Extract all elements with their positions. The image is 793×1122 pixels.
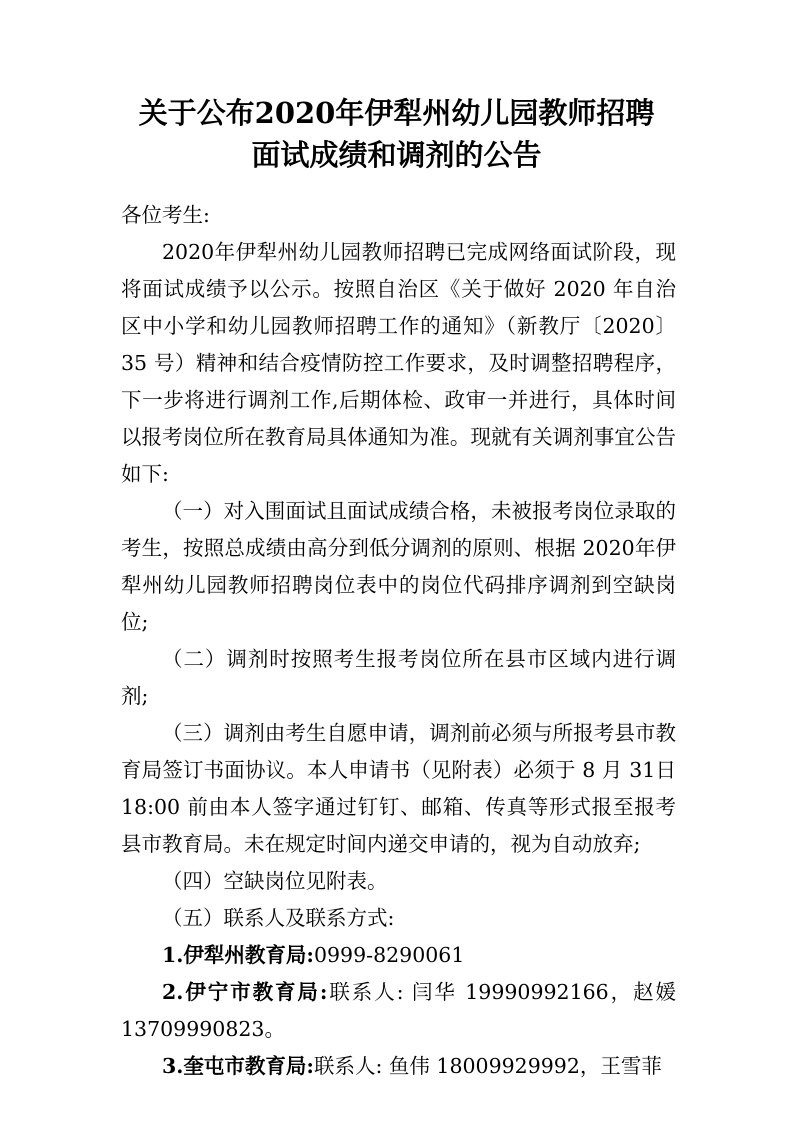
title-line-2: 面试成绩和调剂的公告 (251, 138, 542, 172)
intro-paragraph: 2020年伊犁州幼儿园教师招聘已完成网络面试阶段，现将面试成绩予以公示。按照自治区《关于做好 2020 年自治区中小学和幼儿园教师招聘工作的通知》（新教厅〔2020〕35 号）精神和结合疫情防控工作要求，及时调整招聘程序，下一步将进行调剂工作,后期体检、政审一并进行，具体时间以报考岗位所在教育局具体通知为准。现就有关调剂事宜公告如下: (121, 240, 676, 486)
contact-3-text: 联系人: 鱼伟 18009929992，王雪菲 (313, 1054, 662, 1078)
title-line-1: 关于公布2020年伊犁州幼儿园教师招聘 (138, 96, 655, 130)
contact-3-label: 3.奎屯市教育局: (162, 1054, 314, 1078)
item-4: （四）空缺岗位见附表。 (162, 869, 388, 893)
contact-1 (121, 937, 676, 974)
item-5: （五）联系人及联系方式: (162, 906, 395, 930)
document-body (121, 197, 676, 1085)
contact-2-text: 联系人: 闫华 19990992166，赵媛13709990823。 (121, 980, 676, 1041)
item-3: （三）调剂由考生自愿申请，调剂前必须与所报考县市教育局签订书面协议。本人申请书（见附表）必须于 8 月 31日 18:00 前由本人签字通过钉钉、邮箱、传真等形式报至报考县市教育局。未在规定时间内递交申请的，视为自动放弃; (121, 721, 676, 856)
contact-1-label: 1.伊犁州教育局: (162, 943, 314, 967)
salutation: 各位考生: (121, 203, 210, 227)
item-2: （二）调剂时按照考生报考岗位所在县市区域内进行调剂; (121, 647, 676, 708)
contact-2 (121, 974, 676, 1048)
document-title (0, 92, 793, 176)
contact-1-text: 0999-8290061 (313, 943, 465, 967)
contact-3 (121, 1048, 676, 1085)
item-1: （一）对入围面试且面试成绩合格，未被报考岗位录取的考生，按照总成绩由高分到低分调剂的原则、根据 2020年伊犁州幼儿园教师招聘岗位表中的岗位代码排序调剂到空缺岗位; (121, 499, 676, 634)
contact-2-label: 2.伊宁市教育局: (162, 980, 328, 1004)
